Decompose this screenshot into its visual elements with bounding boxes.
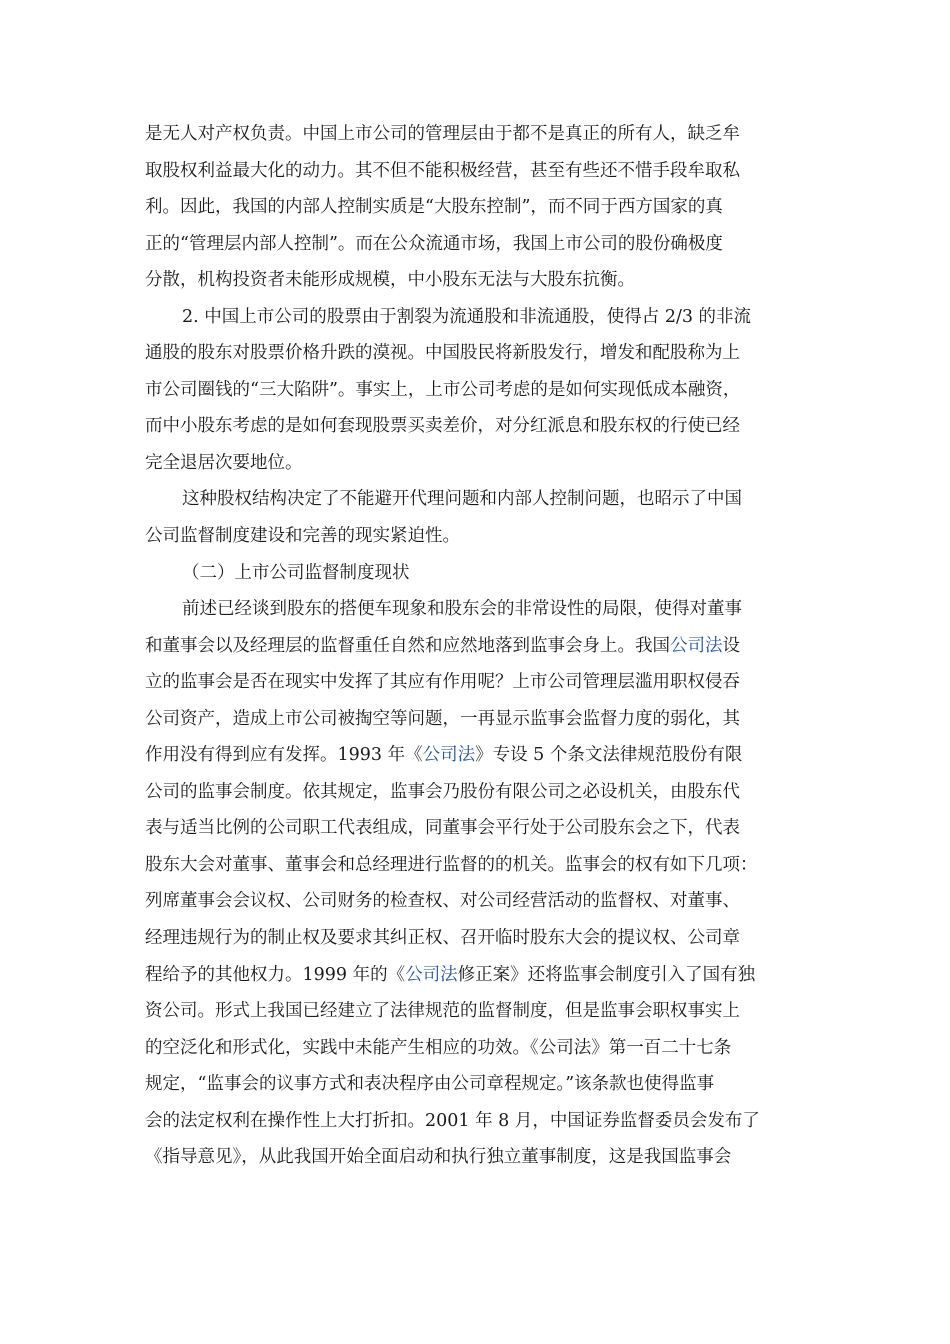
line-text: 公司资产，造成上市公司被掏空等问题，一再显示监事会监督力度的弱化，其 xyxy=(145,708,740,729)
text-line xyxy=(145,591,810,628)
text-line xyxy=(145,1103,810,1140)
line-text: 市公司圈钱的“三大陷阱”。事实上，上市公司考虑的是如何实现低成本融资， xyxy=(145,379,741,400)
line-text: 立的监事会是否在现实中发挥了其应有作用呢？上市公司管理层滥用职权侵吞 xyxy=(145,672,740,693)
line-text: 《指导意见》，从此我国开始全面启动和执行独立董事制度，这是我国监事会 xyxy=(145,1147,732,1168)
company-law-link[interactable]: 公司法 xyxy=(405,964,458,985)
line-text: 取股权利益最大化的动力。其不但不能积极经营，甚至有些还不惜手段牟取私 xyxy=(145,160,740,181)
line-text: 完全退居次要地位。 xyxy=(145,452,303,473)
text-line xyxy=(145,335,810,372)
text-line xyxy=(145,408,810,445)
heading-text: （二）上市公司监督制度现状 xyxy=(182,562,410,583)
document-page xyxy=(145,116,810,1176)
text-line xyxy=(145,299,810,336)
line-text: 表与适当比例的公司职工代表组成，同董事会平行处于公司股东会之下，代表 xyxy=(145,818,740,839)
line-text: 经理违规行为的制止权及要求其纠正权、召开临时股东大会的提议权、公司章 xyxy=(145,928,740,949)
line-text-with-link xyxy=(145,737,742,774)
line-text: 作用没有得到应有发挥。1993 年《 xyxy=(145,745,423,766)
line-text-with-link xyxy=(145,628,740,665)
line-text: 而中小股东考虑的是如何套现股票买卖差价，对分红派息和股东权的行使已经 xyxy=(145,416,740,437)
text-line xyxy=(145,1139,810,1176)
text-line xyxy=(145,993,810,1030)
line-text: 规定，“监事会的议事方式和表决程序由公司章程规定。”该条款也使得监事 xyxy=(145,1074,715,1095)
text-line xyxy=(145,116,810,153)
text-line xyxy=(145,957,810,994)
line-text: 的空泛化和形式化，实践中未能产生相应的功效。《公司法》第一百二十七条 xyxy=(145,1037,732,1058)
text-line xyxy=(145,372,810,409)
text-line xyxy=(145,701,810,738)
text-line xyxy=(145,628,810,665)
text-line xyxy=(145,847,810,884)
text-line xyxy=(145,1030,810,1067)
text-line xyxy=(145,1066,810,1103)
text-line xyxy=(145,883,810,920)
line-text: 利。因此，我国的内部人控制实质是“大股东控制”，而不同于西方国家的真 xyxy=(145,197,723,218)
text-line xyxy=(145,737,810,774)
section-heading xyxy=(145,555,810,592)
line-text: 会的法定权利在操作性上大打折扣。2001 年 8 月，中国证券监督委员会发布了 xyxy=(145,1110,760,1131)
line-text: 股东大会对董事、董事会和总经理进行监督的的机关。监事会的权有如下几项： xyxy=(145,854,758,875)
text-line xyxy=(145,445,810,482)
text-line xyxy=(145,153,810,190)
text-line xyxy=(145,262,810,299)
text-line xyxy=(145,226,810,263)
line-text: 修正案》还将监事会制度引入了国有独 xyxy=(457,964,756,985)
line-text-with-link xyxy=(145,957,755,994)
line-text: 这种股权结构决定了不能避开代理问题和内部人控制问题，也昭示了中国 xyxy=(182,489,742,510)
text-line xyxy=(145,518,810,555)
line-text: 2. 中国上市公司的股票由于割裂为流通股和非流通股，使得占 2/3 的非流 xyxy=(182,306,752,327)
line-text: 公司监督制度建设和完善的现实紧迫性。 xyxy=(145,526,460,547)
line-text: 和董事会以及经理层的监督重任自然和应然地落到监事会身上。我国 xyxy=(145,635,670,656)
line-text: 》专设 5 个条文法律规范股份有限 xyxy=(475,745,743,766)
line-text: 正的“管理层内部人控制”。而在公众流通市场，我国上市公司的股份确极度 xyxy=(145,233,723,254)
text-line xyxy=(145,774,810,811)
text-line xyxy=(145,189,810,226)
line-text: 公司的监事会制度。依其规定，监事会乃股份有限公司之必设机关，由股东代 xyxy=(145,781,740,802)
line-text: 设 xyxy=(722,635,740,656)
line-text: 程给予的其他权力。1999 年的《 xyxy=(145,964,406,985)
text-line xyxy=(145,920,810,957)
line-text: 前述已经谈到股东的搭便车现象和股东会的非常设性的局限，使得对董事 xyxy=(182,599,742,620)
text-line xyxy=(145,810,810,847)
line-text: 通股的股东对股票价格升跌的漠视。中国股民将新股发行，增发和配股称为上 xyxy=(145,343,740,364)
line-text: 资公司。形式上我国已经建立了法律规范的监督制度，但是监事会职权事实上 xyxy=(145,1001,740,1022)
company-law-link[interactable]: 公司法 xyxy=(670,635,723,656)
line-text: 分散，机构投资者未能形成规模，中小股东无法与大股东抗衡。 xyxy=(145,270,635,291)
text-line xyxy=(145,664,810,701)
text-line xyxy=(145,481,810,518)
line-text: 列席董事会会议权、公司财务的检查权、对公司经营活动的监督权、对董事、 xyxy=(145,891,740,912)
line-text: 是无人对产权负责。中国上市公司的管理层由于都不是真正的所有人，缺乏牟 xyxy=(145,124,740,144)
company-law-link[interactable]: 公司法 xyxy=(422,745,476,766)
